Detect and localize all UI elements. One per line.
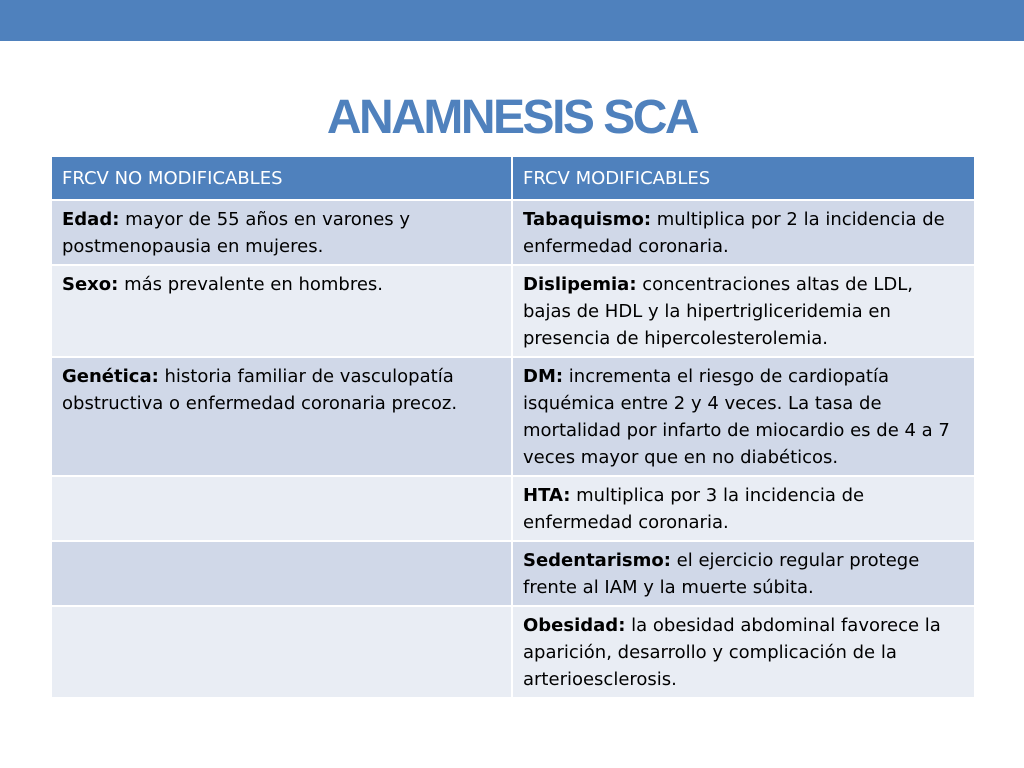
header-non-modifiable: FRCV NO MODIFICABLES (52, 157, 512, 200)
cell-dislipemia (512, 265, 974, 357)
term-description: más prevalente en hombres. (118, 274, 384, 295)
term-description: mayor de 55 años en varones y postmenopausia en mujeres. (62, 209, 411, 257)
term-label: HTA: (523, 485, 571, 506)
term-label: Genética: (62, 366, 159, 387)
cell-obesidad (512, 606, 974, 698)
table-row (52, 357, 974, 476)
term-label: Sexo: (62, 274, 119, 295)
term-label: Obesidad: (523, 615, 626, 636)
cell-tabaquismo (512, 200, 974, 265)
term-description: historia familiar de vasculopatía obstructiva o enfermedad coronaria precoz. (62, 366, 458, 414)
cell-edad (52, 200, 512, 265)
cell-hta (512, 476, 974, 541)
term-label: Sedentarismo: (523, 550, 671, 571)
table-header-row (52, 157, 974, 200)
term-description: la obesidad abdominal favorece la aparición, desarrollo y complicación de la arterioesclerosis. (523, 615, 941, 690)
cell-empty (52, 606, 512, 698)
term-description: incrementa el riesgo de cardiopatía isquémica entre 2 y 4 veces. La tasa de mortalidad por infarto de miocardio es de 4 a 7 veces mayor que en no diabéticos. (523, 366, 950, 468)
term-description: multiplica por 2 la incidencia de enfermedad coronaria. (523, 209, 945, 257)
term-description: el ejercicio regular protege frente al IAM y la muerte súbita. (523, 550, 920, 598)
table-row (52, 541, 974, 606)
header-modifiable: FRCV MODIFICABLES (512, 157, 974, 200)
term-description: multiplica por 3 la incidencia de enfermedad coronaria. (523, 485, 865, 533)
cell-sedentarismo (512, 541, 974, 606)
cell-empty (52, 541, 512, 606)
cell-empty (52, 476, 512, 541)
table-row (52, 265, 974, 357)
table-row (52, 606, 974, 698)
cell-genetica (52, 357, 512, 476)
cell-sexo (52, 265, 512, 357)
slide-title: ANAMNESIS SCA (326, 91, 698, 144)
term-label: DM: (523, 366, 564, 387)
table-row (52, 200, 974, 265)
table-row (52, 476, 974, 541)
term-description: concentraciones altas de LDL, bajas de HDL y la hipertrigliceridemia en presencia de hipercolesterolemia. (523, 274, 914, 349)
term-label: Edad: (62, 209, 120, 230)
term-label: Tabaquismo: (523, 209, 652, 230)
risk-factors-table (52, 157, 974, 699)
top-accent-bar (0, 0, 1024, 41)
term-label: Dislipemia: (523, 274, 637, 295)
cell-dm (512, 357, 974, 476)
